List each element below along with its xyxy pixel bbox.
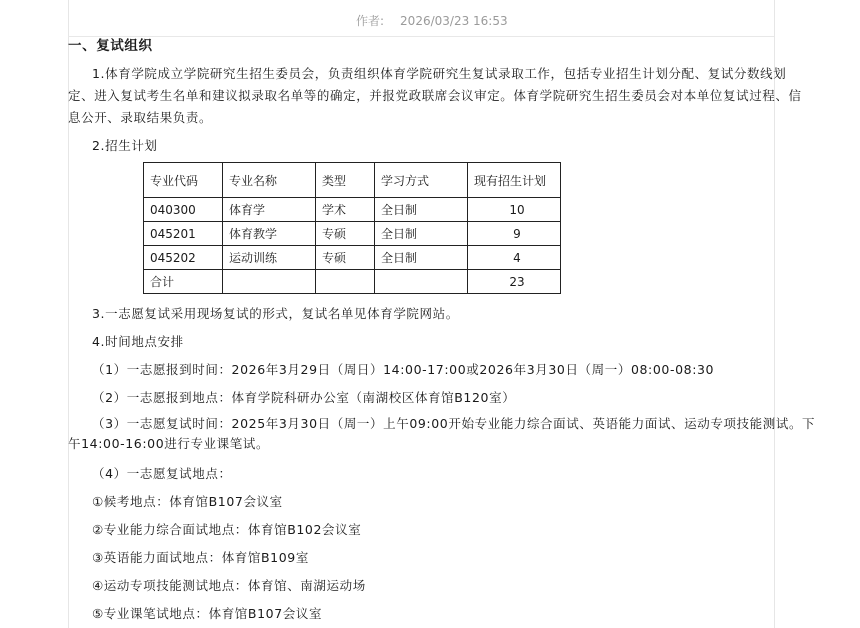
table-row <box>144 198 561 222</box>
table-header-row <box>144 163 561 198</box>
table-cell-empty <box>223 270 316 294</box>
paragraph-line: 息公开、录取结果负责。 <box>68 110 213 125</box>
table-total-value: 23 <box>468 270 561 294</box>
publish-date: 2026/03/23 16:53 <box>400 14 508 28</box>
schedule-item: 午14:00-16:00进行专业课笔试。 <box>68 436 270 451</box>
table-cell: 体育教学 <box>223 222 316 246</box>
schedule-item: （2）一志愿报到地点：体育学院科研办公室（南湖校区体育馆B120室） <box>92 390 516 405</box>
table-header-cell: 现有招生计划 <box>468 163 561 198</box>
table-cell: 全日制 <box>375 222 468 246</box>
schedule-item: （1）一志愿报到时间：2026年3月29日（周日）14:00-17:00或2026年3月30日（周一）08:00-08:30 <box>92 362 715 377</box>
subheading: 4.时间地点安排 <box>92 334 184 349</box>
section-heading: 一、复试组织 <box>68 38 153 54</box>
table-header-cell: 专业代码 <box>144 163 223 198</box>
table-cell: 学术 <box>316 198 375 222</box>
paragraph-line: 定、进入复试考生名单和建议拟录取名单等的确定，并报党政联席会议审定。体育学院研究生招生委员会对本单位复试过程、信 <box>68 88 802 103</box>
table-cell: 全日制 <box>375 246 468 270</box>
location-item: ②专业能力综合面试地点：体育馆B102会议室 <box>92 522 362 537</box>
location-item: ①候考地点：体育馆B107会议室 <box>92 494 283 509</box>
schedule-item: （3）一志愿复试时间：2025年3月30日（周一）上午09:00开始专业能力综合面试、英语能力面试、运动专项技能测试。下 <box>92 416 816 431</box>
table-cell: 全日制 <box>375 198 468 222</box>
table-header-cell: 学习方式 <box>375 163 468 198</box>
schedule-item: （4）一志愿复试地点： <box>92 466 232 481</box>
table-cell-empty <box>375 270 468 294</box>
table-row <box>144 246 561 270</box>
table-row <box>144 222 561 246</box>
table-cell: 专硕 <box>316 246 375 270</box>
table-cell: 体育学 <box>223 198 316 222</box>
author-label: 作者: <box>356 14 385 28</box>
table-total-row <box>144 270 561 294</box>
enrollment-plan-table <box>143 162 561 294</box>
paragraph-line: 1.体育学院成立学院研究生招生委员会，负责组织体育学院研究生复试录取工作，包括专业招生计划分配、复试分数线划 <box>92 66 787 81</box>
table-cell: 045202 <box>144 246 223 270</box>
table-header-cell: 类型 <box>316 163 375 198</box>
table-cell: 9 <box>468 222 561 246</box>
paragraph-line: 3.一志愿复试采用现场复试的形式，复试名单见体育学院网站。 <box>92 306 459 321</box>
table-header-cell: 专业名称 <box>223 163 316 198</box>
subheading: 2.招生计划 <box>92 138 158 153</box>
location-item: ④运动专项技能测试地点：体育馆、南湖运动场 <box>92 578 366 593</box>
table-cell: 040300 <box>144 198 223 222</box>
table-cell: 045201 <box>144 222 223 246</box>
location-item: ⑤专业课笔试地点：体育馆B107会议室 <box>92 606 323 621</box>
table-cell: 运动训练 <box>223 246 316 270</box>
table-cell-empty <box>316 270 375 294</box>
table-cell: 10 <box>468 198 561 222</box>
article-meta <box>356 12 508 29</box>
table-cell: 专硕 <box>316 222 375 246</box>
location-item: ③英语能力面试地点：体育馆B109室 <box>92 550 309 565</box>
table-total-label: 合计 <box>144 270 223 294</box>
table-cell: 4 <box>468 246 561 270</box>
